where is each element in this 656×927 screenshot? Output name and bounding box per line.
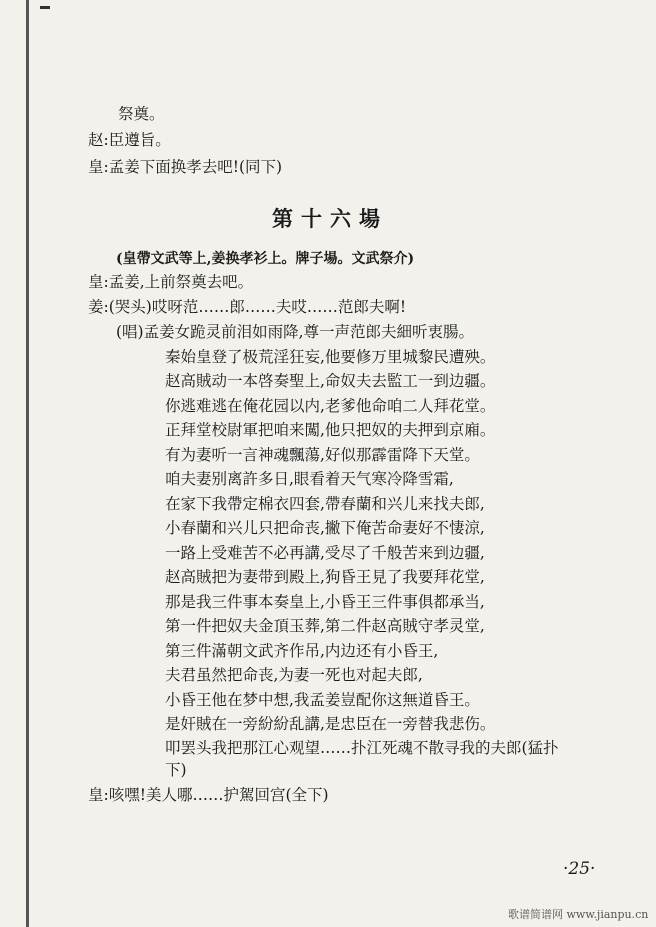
text-line xyxy=(118,104,165,124)
line-text: 秦始皇登了极荒淫狂妄,他要修万里城黎民遭殃。 xyxy=(165,348,496,366)
line-text: 第一件把奴夫金頂玉葬,第二件赵高賊守孝灵堂, xyxy=(165,617,485,635)
line-speaker: 赵: xyxy=(88,131,109,149)
line-text: 下) xyxy=(165,761,187,779)
line-text: 叩罢头我把那江心观望……扑江死魂不散寻我的夫郎(猛扑 xyxy=(165,739,559,757)
line-text: 第三件滿朝文武齐作吊,内边还有小昏王, xyxy=(165,642,439,660)
page-number: ·25· xyxy=(563,859,596,879)
line-text: 咳嘿!美人哪……护駕回宫(全下) xyxy=(108,786,329,804)
text-line xyxy=(165,714,495,734)
text-line xyxy=(165,445,480,465)
text-line xyxy=(88,785,329,805)
line-text: 臣遵旨。 xyxy=(108,131,171,149)
line-speaker: 皇: xyxy=(88,786,109,804)
text-line xyxy=(165,469,454,489)
line-text: 祭奠。 xyxy=(118,105,165,123)
line-text: 有为妻听一言神魂飄蕩,好似那霹雷降下天堂。 xyxy=(165,446,480,464)
stage-direction xyxy=(116,249,414,269)
line-text: 小春蘭和兴儿只把命丧,撇下俺苦命妻好不悽涼, xyxy=(165,519,485,537)
line-speaker: 皇: xyxy=(88,158,109,176)
line-text: 夫君虽然把命丧,为妻一死也对起夫郎, xyxy=(165,666,423,684)
line-text: 一路上受难苦不必再講,受尽了千般苦来到边疆, xyxy=(165,544,485,562)
line-text: 你逃难逃在俺花园以内,老爹他命咱二人拜花堂。 xyxy=(165,397,496,415)
text-line xyxy=(165,592,485,612)
text-line xyxy=(88,297,406,317)
line-text: 是奸賊在一旁紛紛乱講,是忠臣在一旁替我悲伤。 xyxy=(165,715,496,733)
text-line xyxy=(165,543,485,563)
line-text: 赵高賊把为妻带到殿上,狗昏王見了我要拜花堂, xyxy=(165,568,485,586)
line-speaker: 姜: xyxy=(88,298,109,316)
text-line xyxy=(165,347,495,367)
line-text: 孟姜,上前祭奠去吧。 xyxy=(108,273,254,291)
line-text: (皇帶文武等上,姜换孝衫上。牌子場。文武祭介) xyxy=(116,251,415,267)
line-text: 在家下我帶定棉衣四套,帶春蘭和兴儿来找夫郎, xyxy=(165,495,485,513)
text-line xyxy=(165,760,187,780)
watermark: 歌谱简谱网 www.jianpu.cn xyxy=(508,908,649,921)
line-speaker: 皇: xyxy=(88,273,109,291)
line-text: 咱夫妻别离許多日,眼看着天气寒冷降雪霜, xyxy=(165,470,454,488)
text-line xyxy=(88,130,171,150)
text-line xyxy=(165,738,559,758)
text-line xyxy=(165,371,495,391)
text-line xyxy=(165,518,485,538)
line-text: 赵高賊动一本啓奏聖上,命奴夫去監工一到边疆。 xyxy=(165,372,496,390)
text-line xyxy=(165,494,485,514)
text-line xyxy=(116,322,474,342)
binding-line xyxy=(26,0,29,927)
text-line xyxy=(165,616,485,636)
line-text: (唱)孟姜女跪灵前泪如雨降,尊一声范郎夫細听衷腸。 xyxy=(116,323,475,341)
text-line xyxy=(165,641,438,661)
text-line xyxy=(165,665,423,685)
line-text: 孟姜下面换孝去吧!(同下) xyxy=(108,158,283,176)
line-text: (哭头)哎呀范……郎……夫哎……范郎夫啊! xyxy=(108,298,407,316)
text-line xyxy=(165,420,495,440)
text-line xyxy=(88,157,282,177)
top-mark xyxy=(40,6,50,9)
scene-title: 第十六場 xyxy=(272,206,388,231)
line-text: 那是我三件事本奏皇上,小昏王三件事俱都承当, xyxy=(165,593,485,611)
text-line xyxy=(165,690,480,710)
line-text: 正拜堂校尉軍把咱来闖,他只把奴的夫押到京廂。 xyxy=(165,421,496,439)
text-line xyxy=(88,272,253,292)
text-line xyxy=(165,396,495,416)
line-text: 小昏王他在梦中想,我孟姜豈配你这無道昏王。 xyxy=(165,691,480,709)
text-line xyxy=(165,567,485,587)
